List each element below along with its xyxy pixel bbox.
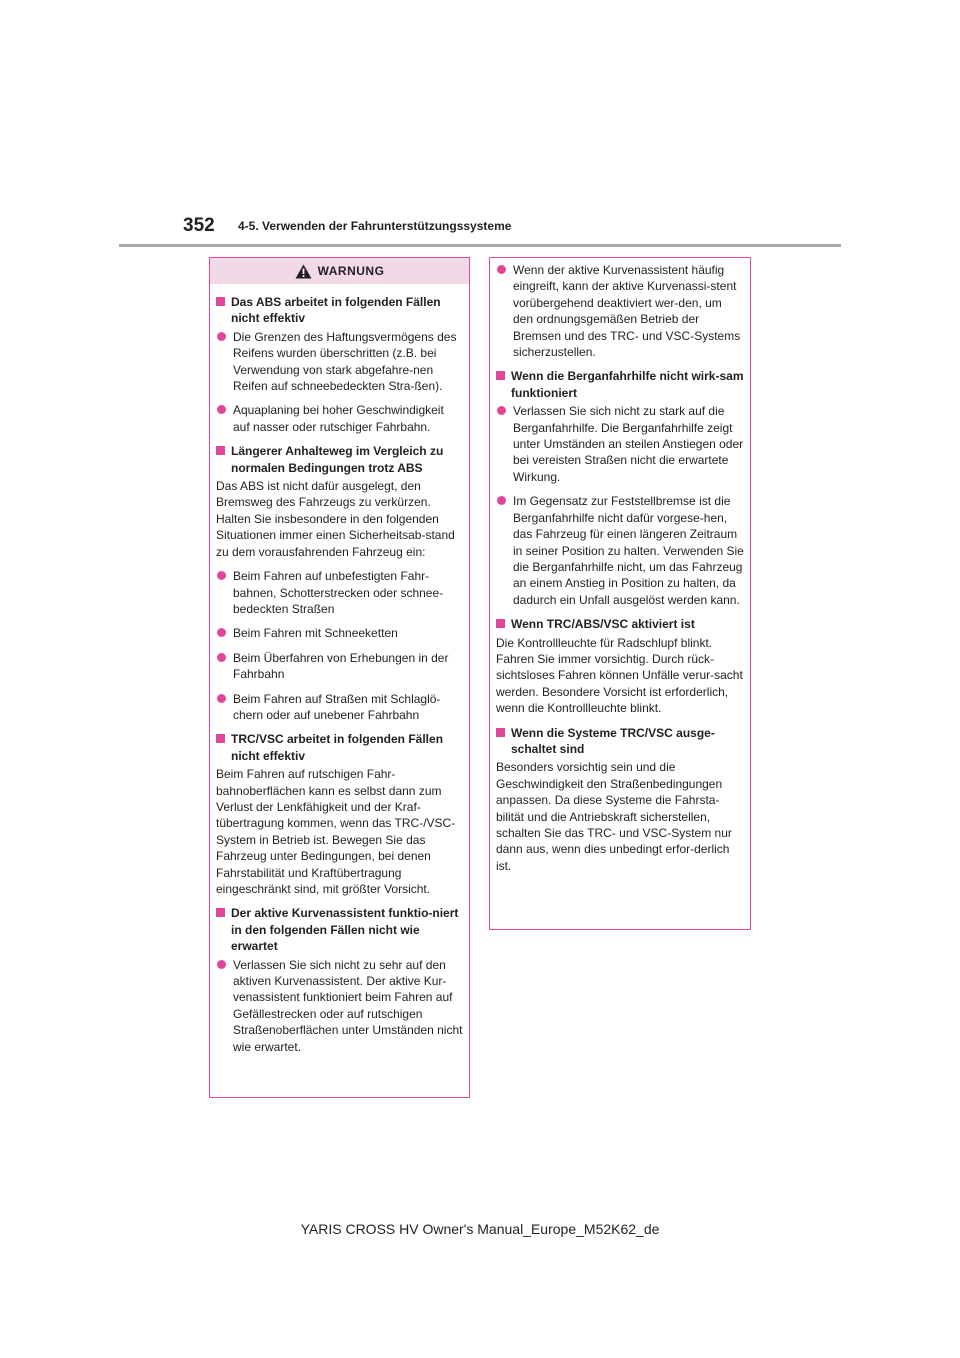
section-heading: TRC/VSC arbeitet in folgenden Fällen nicht effektiv — [216, 731, 463, 764]
footer-manual-title: YARIS CROSS HV Owner's Manual_Europe_M52K62_de — [300, 1221, 660, 1237]
section-heading: Längerer Anhalteweg im Vergleich zu normalen Bedingungen trotz ABS — [216, 443, 463, 476]
bullet-item: Beim Überfahren von Erhebungen in der Fahrbahn — [216, 650, 463, 683]
paragraph: Beim Fahren auf rutschigen Fahr-bahnoberflächen kann es selbst dann zum Verlust der Lenkfähigkeit und der Kraf-tübertragung kommen, wenn das TRC-/VSC-System in Betrieb ist. Bewegen Sie das Fahrzeug unter Bedingungen, bei denen Fahrstabilität und Kraftübertragung eingeschränkt sind, mit größter Vorsicht. — [216, 767, 456, 896]
warning-title: WARNUNG — [317, 264, 385, 278]
bullet-item: Verlassen Sie sich nicht zu sehr auf den aktiven Kurvenassistent. Der aktive Kur-venassistent funktioniert beim Fahren auf Gefällestrecken oder auf rutschigen Straßenoberflächen unter Umständen nicht wie erwartet. — [216, 957, 463, 1055]
paragraph: Die Kontrollleuchte für Radschlupf blinkt. Fahren Sie immer vorsichtig. Durch rück-sichtsloses Fahren können Unfälle verur-sacht werden. Besondere Vorsicht ist erforderlich, wenn die Kontrollleuchte blinkt. — [496, 635, 743, 716]
bullet-item: Beim Fahren auf Straßen mit Schlaglö-chern oder auf unebener Fahrbahn — [216, 691, 463, 724]
bullet-item: Beim Fahren mit Schneeketten — [216, 625, 463, 641]
section-heading: Wenn die Berganfahrhilfe nicht wirk-sam funktioniert — [496, 368, 744, 401]
page-number: 352 — [183, 215, 215, 236]
warning-box-left-column — [209, 257, 470, 1098]
section-heading: Wenn TRC/ABS/VSC aktiviert ist — [496, 616, 744, 632]
section-heading: Der aktive Kurvenassistent funktio-niert in den folgenden Fällen nicht wie erwartet — [216, 905, 463, 954]
section-title: 4-5. Verwenden der Fahrunterstützungssysteme — [238, 219, 512, 233]
warning-triangle-icon — [295, 264, 312, 279]
section-heading: Wenn die Systeme TRC/VSC ausge-schaltet sind — [496, 725, 744, 758]
header-rule — [119, 244, 841, 247]
bullet-item: Aquaplaning bei hoher Geschwindigkeit auf nasser oder rutschiger Fahrbahn. — [216, 402, 463, 435]
bullet-item: Im Gegensatz zur Feststellbremse ist die Berganfahrhilfe nicht dafür vorgese-hen, das Fahrzeug für einen längeren Zeitraum in seiner Position zu halten. Verwenden Sie die Berganfahrhilfe nicht, um das Fahrzeug an einem Anstieg in Position zu halten, da dadurch ein Unfall ausgelöst werden kann. — [496, 493, 744, 608]
section-heading: Das ABS arbeitet in folgenden Fällen nicht effektiv — [216, 294, 463, 327]
paragraph: Besonders vorsichtig sein und die Geschwindigkeit den Straßenbedingungen anpassen. Da diese Systeme die Fahrsta-bilität und die Antriebskraft sicherstellen, schalten Sie das TRC- und VSC-System nur dann aus, wenn dies unbedingt erfor-derlich ist. — [496, 760, 732, 873]
warning-header — [210, 258, 469, 284]
bullet-item: Beim Fahren auf unbefestigten Fahr-bahnen, Schotterstrecken oder schnee-bedeckten Straßen — [216, 568, 463, 617]
bullet-item: Die Grenzen des Haftungsvermögens des Reifens wurden überschritten (z.B. bei Verwendung von stark abgefahre-nen Reifen auf schneebedeckten Stra-ßen). — [216, 329, 463, 395]
left-column-content — [216, 294, 463, 1055]
right-column-content — [496, 262, 744, 874]
warning-box-right-column — [489, 257, 751, 930]
bullet-item: Verlassen Sie sich nicht zu stark auf die Berganfahrhilfe. Die Berganfahrhilfe zeigt unter Umständen an steilen Anstiegen oder bei vereisten Straßen nicht die erwartete Wirkung. — [496, 403, 744, 485]
bullet-item: Wenn der aktive Kurvenassistent häufig eingreift, kann der aktive Kurvenassi-stent vorübergehend deaktiviert wer-den, um den ordnungsgemäßen Betrieb der Bremsen und des TRC- und VSC-Systems sicherzustellen. — [496, 262, 744, 360]
paragraph: Das ABS ist nicht dafür ausgelegt, den Bremsweg des Fahrzeugs zu verkürzen. Halten Sie insbesondere in den folgenden Situationen immer einen Sicherheitsab-stand zu dem vorausfahrenden Fahrzeug ein: — [216, 479, 455, 559]
